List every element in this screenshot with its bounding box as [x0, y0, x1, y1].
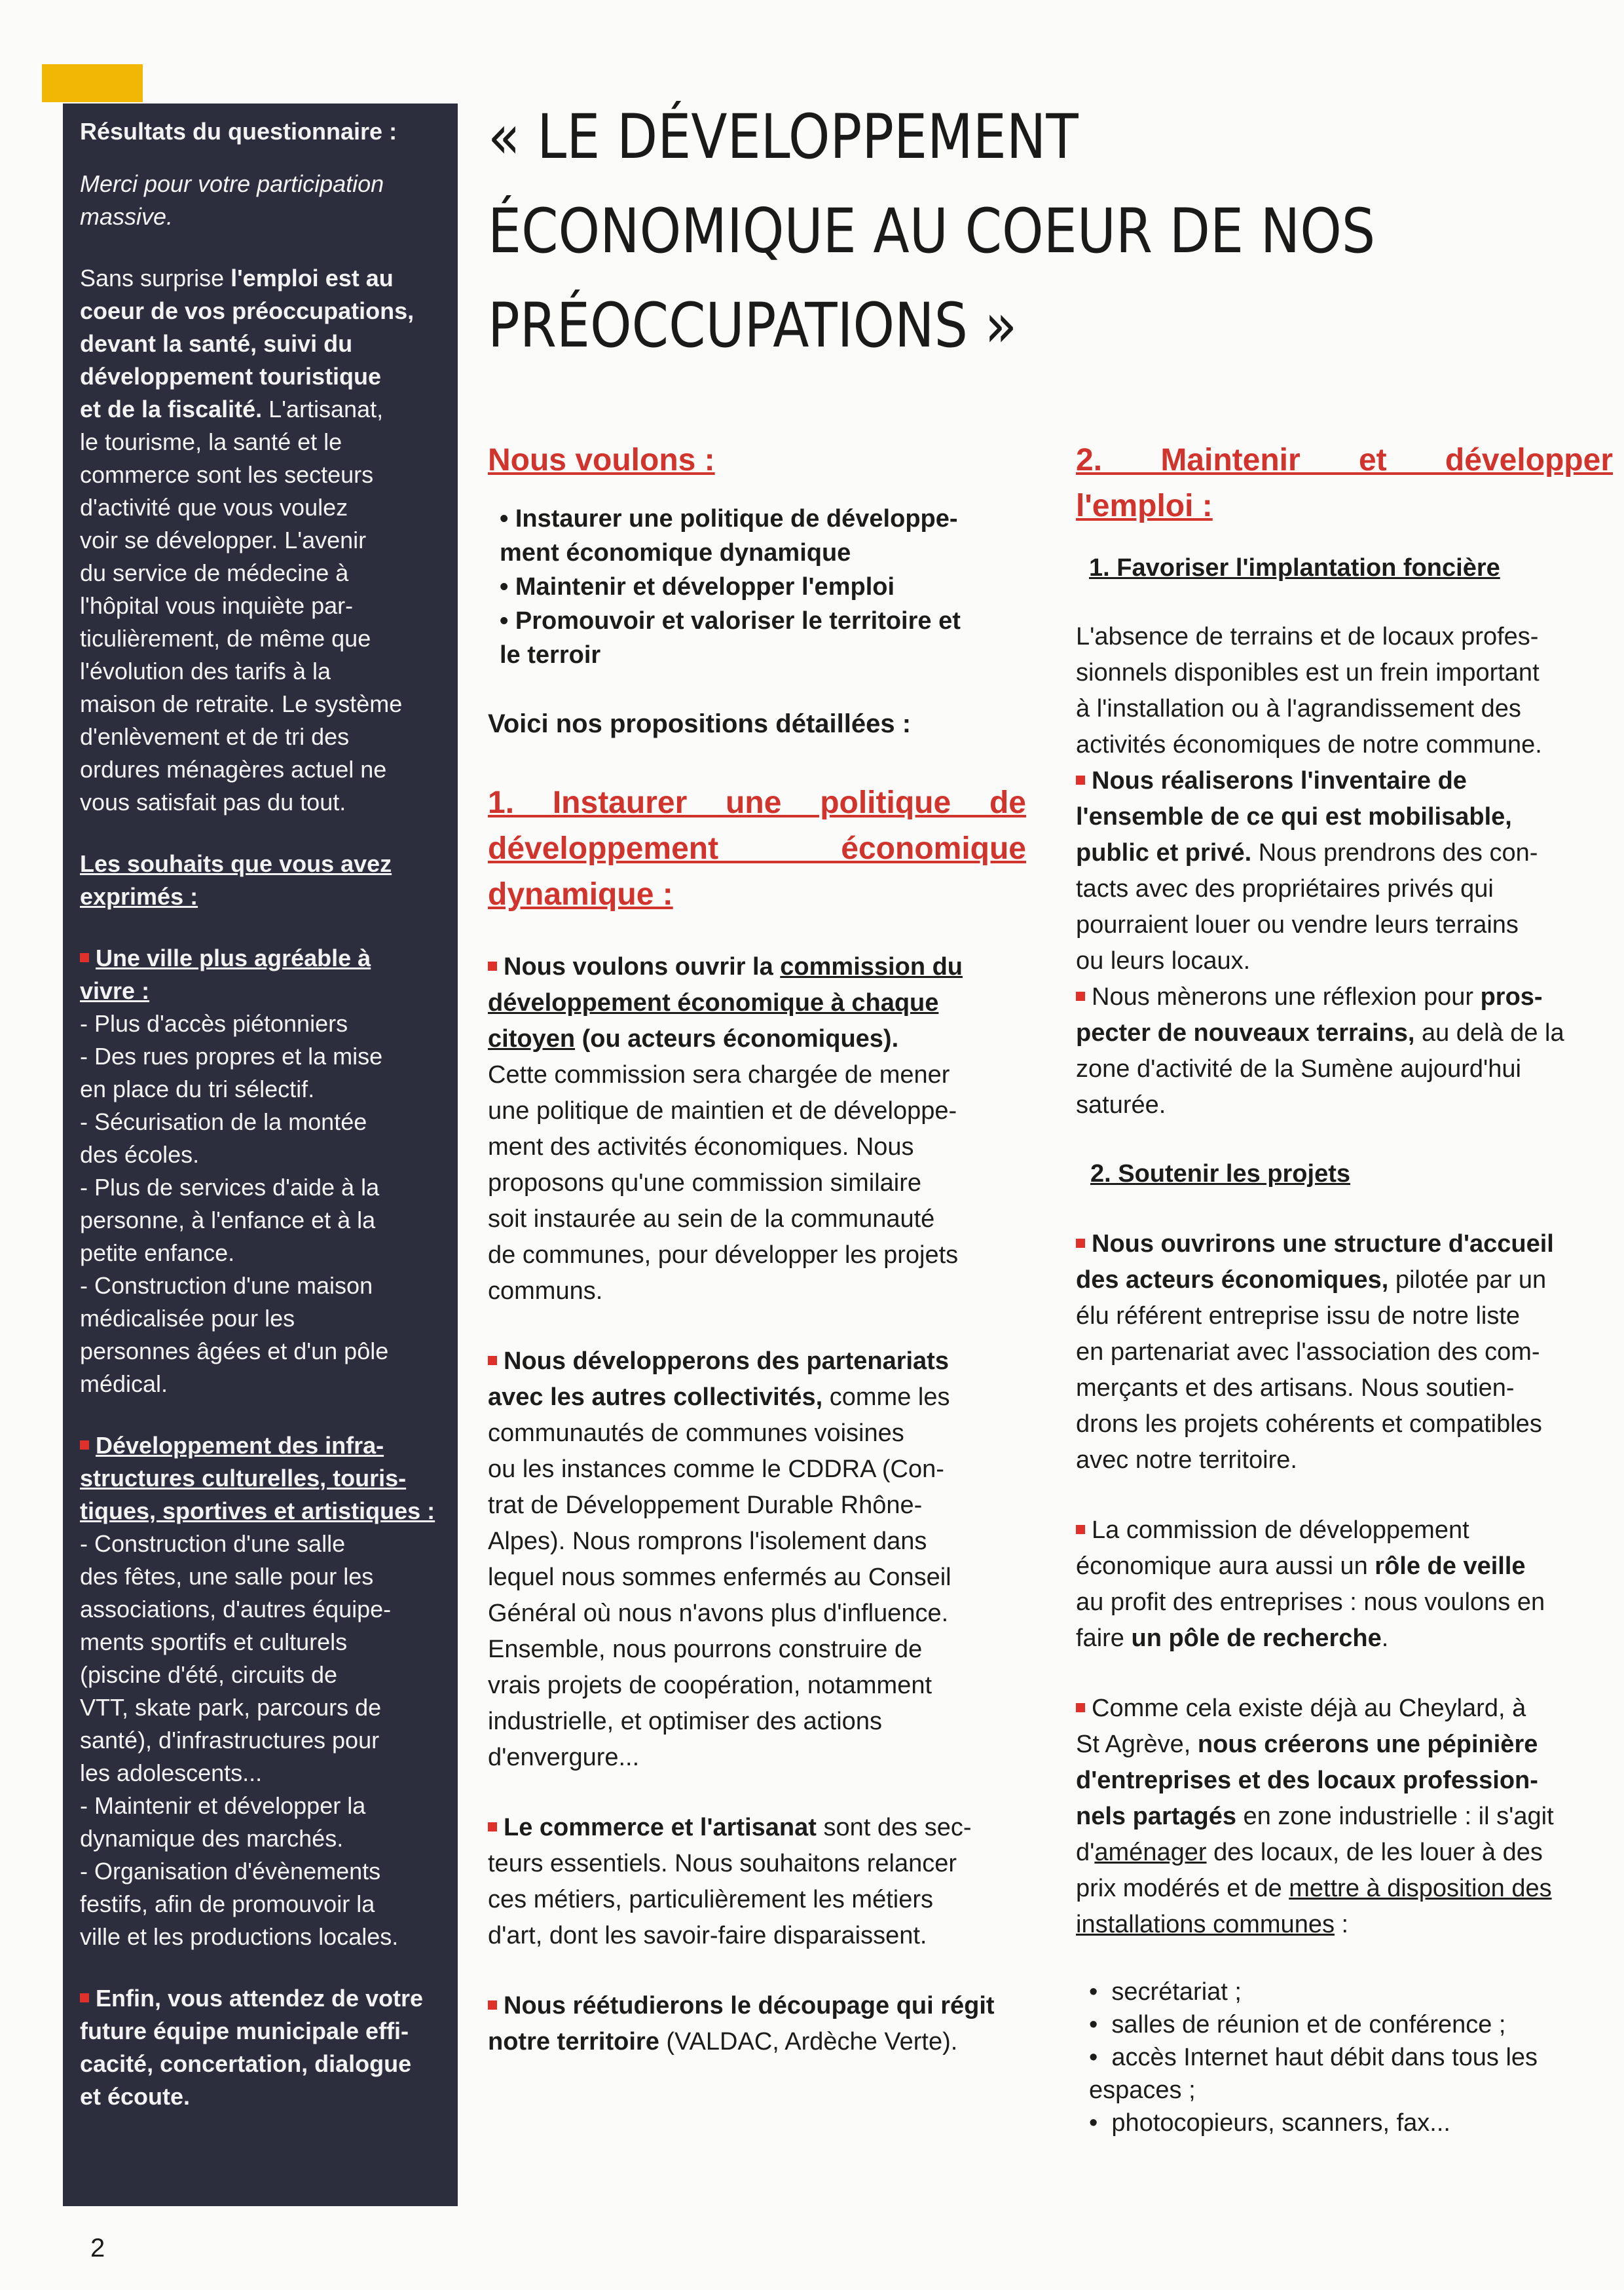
goal-1: • Instaurer une politique de développe- ment économique dynamique	[500, 505, 958, 567]
questionnaire-sidebar	[63, 103, 458, 2206]
bullet-square-icon	[488, 962, 497, 971]
bullet-square-icon	[80, 1440, 89, 1450]
column-right	[1076, 438, 1613, 2139]
bullet-square-icon	[488, 1822, 497, 1831]
sidebar-wishes-title: Les souhaits que vous avez exprimés :	[80, 850, 392, 910]
sidebar-thanks: Merci pour votre participation massive.	[80, 170, 384, 230]
proposal-commission: Nous voulons ouvrir la commission du développement économique à chaque citoyen (ou acteurs économiques). Cette commission sera chargée de mener une politique de maintien et de développe- ment des activités économiques. Nous proposons qu'une commission similaire soit instaurée au sein de la communauté de communes, pour développer les projets communs.	[488, 953, 963, 1305]
subheading-projects: 2. Soutenir les projets	[1090, 1160, 1350, 1188]
column-left	[488, 438, 1026, 2060]
proposal-inventory: Nous réaliserons l'inventaire de l'ensemble de ce qui est mobilisable, public et privé. Nous prendrons des con- tacts avec des propriétaires privés qui pourraient louer ou vendre leurs terrains ou leurs locaux.	[1076, 767, 1538, 975]
sidebar-section-infrastructure: Développement des infra- structures culturelles, touris- tiques, sportives et artistiques : - Construction d'une salle des fêtes, une salle pour les associations, d'autres équipe- ments sportifs et culturels (piscine d'été, circuits de VTT, skate park, parcours de santé), d'infrastructures pour les adolescents... - Maintenir et développer la dynamique des marchés. - Organisation d'évènements festifs, afin de promouvoir la ville et les productions locales.	[80, 1432, 435, 1950]
sidebar-title: Résultats du questionnaire :	[80, 118, 397, 145]
accent-tab	[42, 64, 143, 102]
subheading-land: 1. Favoriser l'implantation foncière	[1089, 554, 1500, 582]
page-number: 2	[90, 2234, 105, 2262]
list-item: • secrétariat ;	[1089, 1978, 1242, 2006]
proposal-territory: Nous réétudierons le découpage qui régit notre territoire (VALDAC, Ardèche Verte).	[488, 1992, 995, 2055]
proposal-watch: La commission de développement économique aura aussi un rôle de veille au profit des entreprises : nous voulons en faire un pôle de recherche.	[1076, 1516, 1545, 1652]
land-intro: L'absence de terrains et de locaux profes- sionnels disponibles est un frein important à l'installation ou à l'agrandissement des activités économiques de notre commune.	[1076, 623, 1542, 759]
goal-3: • Promouvoir et valoriser le territoire et	[500, 607, 961, 635]
proposal-commerce: Le commerce et l'artisanat sont des sec- teurs essentiels. Nous souhaitons relancer ces métiers, particulièrement les métiers d'art, dont les savoir-faire disparaissent.	[488, 1814, 972, 1949]
proposal-partnerships: Nous développerons des partenariats avec les autres collectivités, comme les communautés de communes voisines ou les instances comme le CDDRA (Con- trat de Développement Durable Rhône- Alpes). Nous romprons l'isolement dans lequel nous sommes enfermés au Conseil Général où nous n'avons plus d'influence. Ensemble, nous pourrons construire de vrais projets de coopération, notamment industrielle, et optimiser des actions d'envergure...	[488, 1347, 951, 1771]
goal-2: • Maintenir et développer l'emploi	[500, 573, 895, 601]
proposal-new-land: Nous mènerons une réflexion pour pros- pecter de nouveaux terrains, au delà de la zone d'activité de la Sumène aujourd'hui saturée.	[1076, 983, 1564, 1119]
sidebar-section-city: Une ville plus agréable à vivre : - Plus d'accès piétonniers - Des rues propres et la mise en place du tri sélectif. - Sécurisation de la montée des écoles. - Plus de services d'aide à la personne, à l'enfance et à la petite enfance. - Construction d'une maison médicalisée pour les personnes âgées et d'un pôle médical.	[80, 945, 389, 1397]
want-heading: Nous voulons :	[488, 443, 715, 478]
bullet-square-icon	[1076, 1703, 1085, 1712]
sidebar-intro: Sans surprise l'emploi est au coeur de vos préoccupations, devant la santé, suivi du développement touristique et de la fiscalité. L'artisanat, le tourisme, la santé et le commerce sont les secteurs d'activité que vous voulez voir se développer. L'avenir du service de médecine à l'hôpital vous inquiète par- ticulièrement, de même que l'évolution des tarifs à la maison de retraite. Le système d'enlèvement et de tri des ordures ménagères actuel ne vous satisfait pas du tout.	[80, 265, 415, 816]
list-item: • photocopieurs, scanners, fax...	[1089, 2109, 1450, 2137]
bullet-square-icon	[488, 1356, 497, 1365]
bullet-square-icon	[1076, 776, 1085, 785]
proposal-incubator: Comme cela existe déjà au Cheylard, à St Agrève, nous créerons une pépinière d'entreprises et des locaux profession- nels partagés en zone industrielle : il s'agit d'aménager des locaux, de les louer à des prix modérés et de mettre à disposition des installations communes :	[1076, 1695, 1554, 1938]
proposals-intro: Voici nos propositions détaillées :	[488, 709, 912, 738]
bullet-square-icon	[80, 953, 89, 962]
section-1-heading: 1. Instaurer une politique de développement économique dynamique :	[488, 785, 1026, 912]
bullet-square-icon	[488, 2000, 497, 2010]
shared-facilities-list: • secrétariat ; • salles de réunion et de conférence ; • accès Internet haut débit dans tous les espaces ; • photocopieurs, scanners, fax...	[1089, 1978, 1538, 2137]
list-item: • accès Internet haut débit dans tous les	[1089, 2044, 1538, 2071]
section-2-heading: 2. Maintenir et développer l'emploi :	[1076, 443, 1613, 523]
page-title: « LE DÉVELOPPEMENT ÉCONOMIQUE AU COEUR DE NOS PRÉOCCUPATIONS »	[488, 102, 1376, 362]
bullet-square-icon	[1076, 992, 1085, 1001]
list-item: • salles de réunion et de conférence ;	[1089, 2011, 1506, 2038]
sidebar-closing: Enfin, vous attendez de votre future équipe municipale effi- cacité, concertation, dialogue et écoute.	[80, 1985, 424, 2110]
bullet-square-icon	[1076, 1525, 1085, 1534]
proposal-reception: Nous ouvrirons une structure d'accueil des acteurs économiques, pilotée par un élu référent entreprise issu de notre liste en partenariat avec l'association des com- merçants et des artisans. Nous soutien- drons les projets cohérents et compatibles avec notre territoire.	[1076, 1230, 1554, 1474]
goals-list: • Instaurer une politique de développe- ment économique dynamique • Maintenir et développer l'emploi • Promouvoir et valoriser le territoire et le terroir	[500, 505, 961, 669]
bullet-square-icon	[1076, 1239, 1085, 1248]
bullet-square-icon	[80, 1993, 89, 2002]
